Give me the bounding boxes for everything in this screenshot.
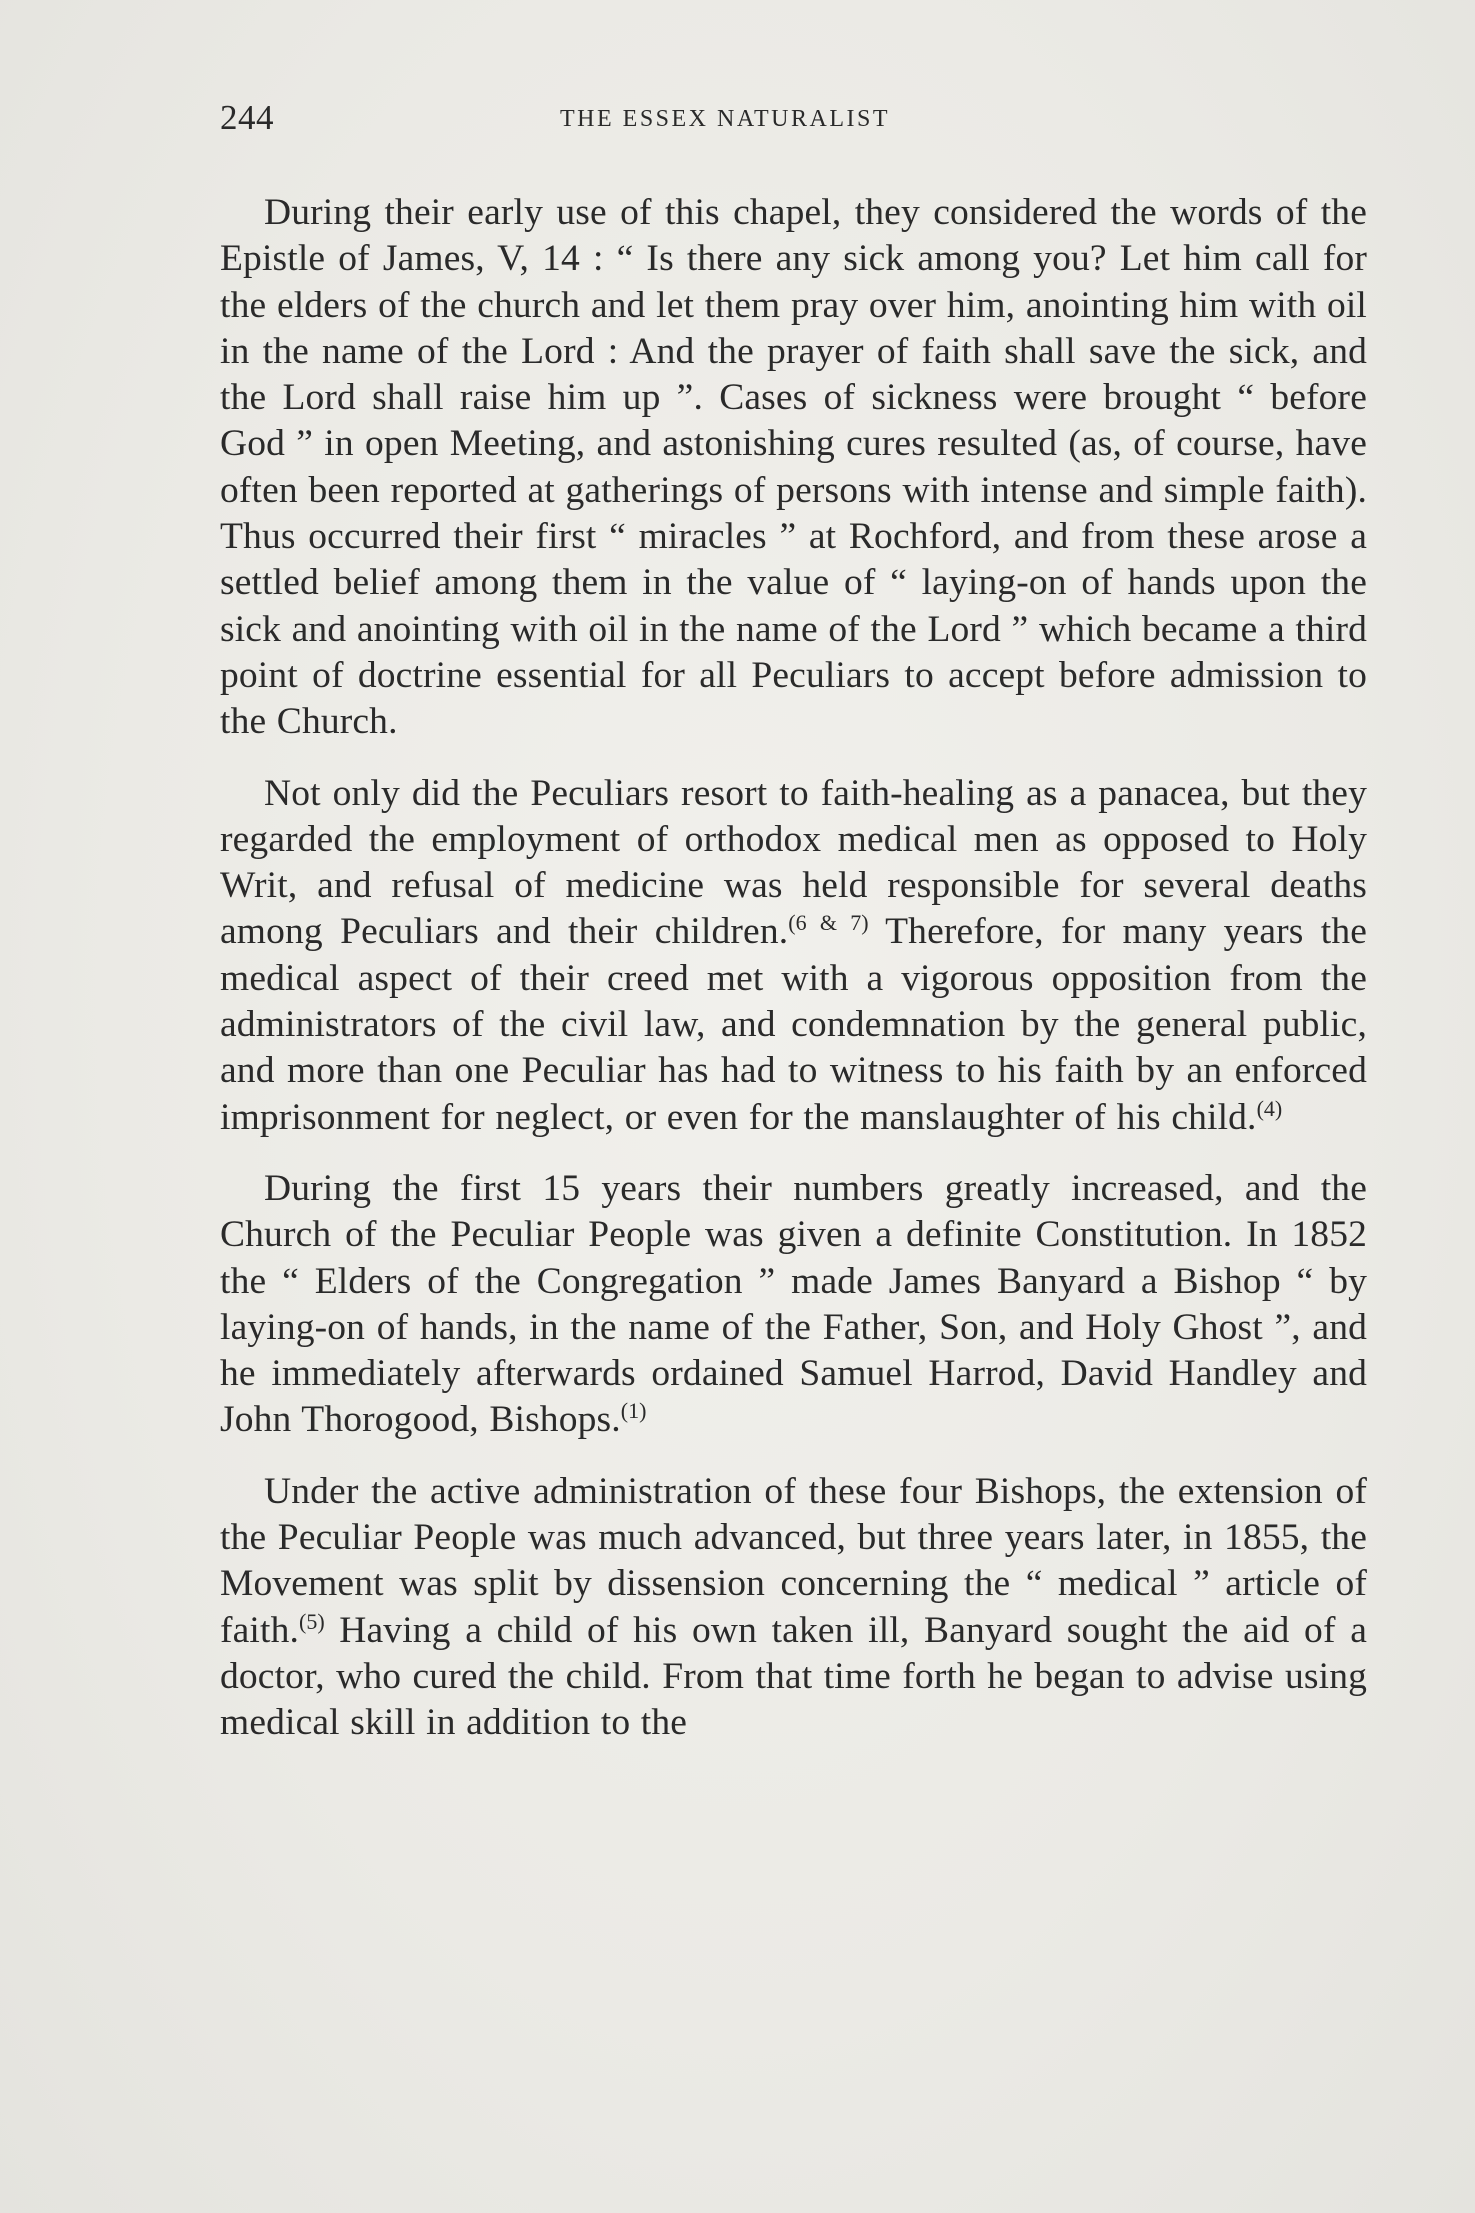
footnote-reference: (5) — [299, 1608, 325, 1634]
paragraph-text: Under the active administration of these four Bishops, the extension of the Peculiar People was much advanced, but three years later, in 1855, the Movement was split by dissension concerning the “ medical ” article of faith. — [220, 1470, 1367, 1651]
paragraph — [220, 1166, 1367, 1444]
paragraph — [220, 190, 1367, 746]
paragraph — [220, 1469, 1367, 1747]
paragraph-text: Having a child of his own taken ill, Banyard sought the aid of a doctor, who cured the child. From that time forth he began to advise using medical skill in addition to the — [220, 1609, 1367, 1744]
paragraph-text: Not only did the Peculiars resort to faith-healing as a panacea, but they regarded the employment of orthodox medical men as opposed to Holy Writ, and refusal of medicine was held responsible for several deaths among Peculiars and their children. — [220, 772, 1367, 953]
footnote-reference: (1) — [620, 1398, 647, 1424]
paragraph-text: During their early use of this chapel, they considered the words of the Epistle of James, V, 14 : “ Is there any sick among you? Let him call for the elders of the church and let them pray over him, anointing him with oil in the name of the Lord : And the prayer of faith shall save the sick, and the Lord shall raise him up ”. Cases of sickness were brought “ before God ” in open Meeting, and astonishing cures resulted (as, of course, have often been reported at gatherings of persons with intense and simple faith). Thus occurred their first “ miracles ” at Rochford, and from these arose a settled belief among them in the value of “ laying-on of hands upon the sick and anointing with oil in the name of the Lord ” which became a third point of doctrine essential for all Peculiars to accept before admission to the Church. — [220, 192, 1367, 743]
paragraph — [220, 771, 1367, 1141]
paragraph-text: During the first 15 years their numbers greatly increased, and the Church of the Peculiar People was given a definite Constitution. In 1852 the “ Elders of the Congregation ” made James Banyard a Bishop “ by laying-on of hands, in the name of the Father, Son, and Holy Ghost ”, and he immediately afterwards ordained Samuel Harrod, David Handley and John Thorogood, Bishops. — [220, 1167, 1367, 1441]
footnote-reference: (6 & 7) — [788, 910, 869, 936]
body-text — [220, 190, 1367, 1747]
page-number: 244 — [220, 98, 274, 137]
paragraph-text: Therefore, for many years the medical aspect of their creed met with a vigorous opposition from the administrators of the civil law, and condemnation by the general public, and more than one Peculiar has had to witness to his faith by an enforced imprisonment for neglect, or even for the manslaughter of his child. — [220, 911, 1368, 1138]
journal-title: THE ESSEX NATURALIST — [560, 106, 890, 132]
running-head — [220, 98, 1365, 148]
footnote-reference: (4) — [1256, 1095, 1283, 1121]
